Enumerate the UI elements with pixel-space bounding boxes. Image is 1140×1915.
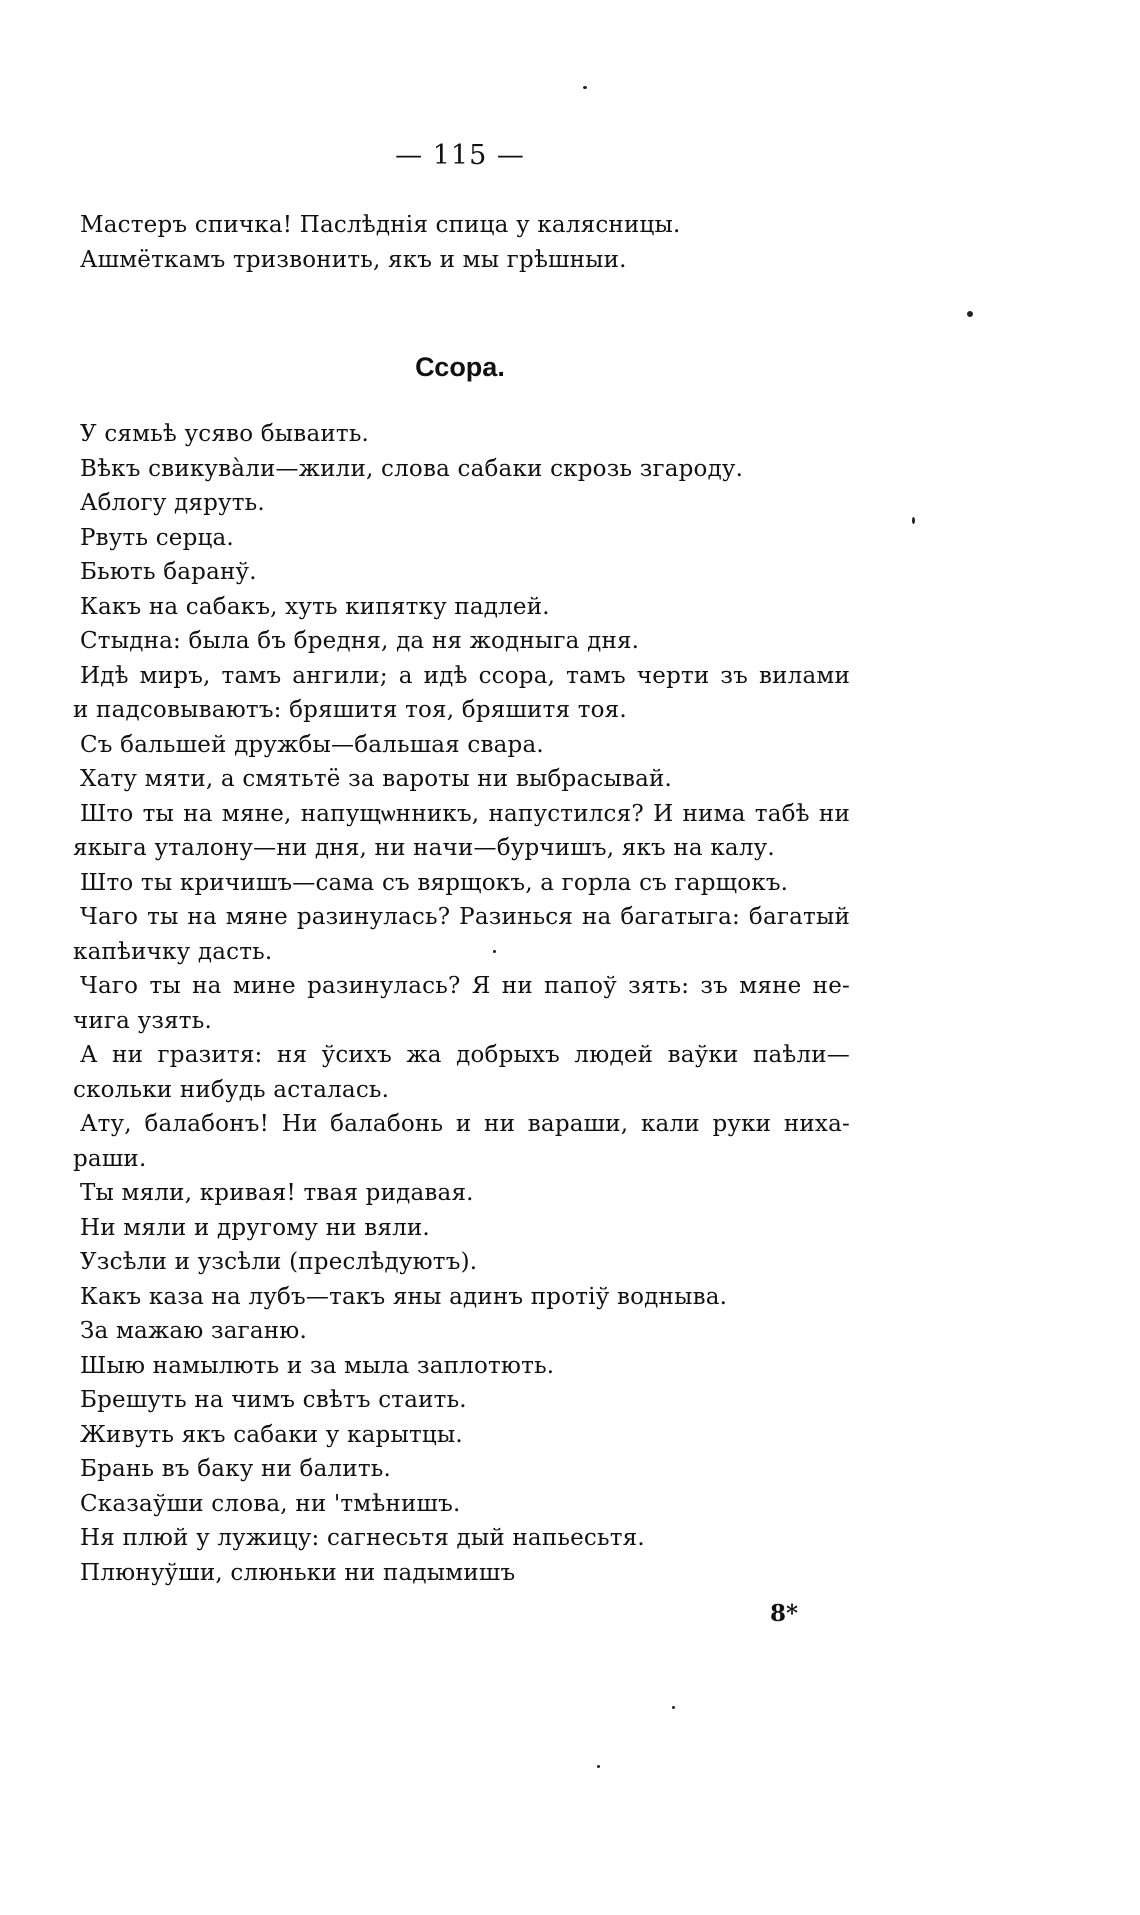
text-line: Плюнуўши, слюньки ни падымишъ (80, 1559, 516, 1586)
text-line: Аблогу дяруть. (80, 490, 265, 516)
text-line: У сямьѣ усяво бываить. (80, 421, 370, 447)
text-line: якыга уталону—ни дня, ни начи—бурчишъ, якъ на калу. (73, 835, 775, 861)
print-speck (672, 1706, 675, 1709)
section-title: Ссора. (415, 352, 505, 382)
text-line: Сказаўши слова, ни 'тмѣнишъ. (80, 1490, 461, 1517)
text-line: Шыю намылють и за мыла заплотють. (80, 1352, 555, 1379)
text-line: Бьють баранў. (80, 559, 257, 585)
text-line: скольки нибудь асталась. (73, 1076, 390, 1103)
text-line: Што ты кричишъ—сама съ вярщокъ, а горла съ гарщокъ. (80, 869, 789, 896)
print-speck (597, 1765, 600, 1768)
text-line: Брань въ баку ни балить. (80, 1456, 391, 1482)
text-line: капѣичку дасть. (73, 938, 273, 965)
text-line: Ату, балабонъ! Ни балабонь и ни вараши, кали руки нихa- (80, 1111, 850, 1137)
text-line: Ня плюй у лужицу: сагнесьтя дый напьесьтя. (80, 1525, 645, 1551)
text-line: Ни мяли и другому ни вяли. (80, 1214, 430, 1241)
text-line: Чаго ты на мяне разинулась? Разинься на багатыга: багатый (80, 904, 850, 930)
text-line: Чаго ты на мине разинулась? Я ни папоў зять: зъ мяне не- (80, 973, 850, 999)
text-line: Хату мяти, а смятьтё за вароты ни выбрасывай. (80, 766, 673, 792)
proverbs-text (73, 417, 860, 1590)
text-line: раши. (73, 1145, 147, 1172)
text-line: и падсовываютъ: бряшитя тоя, бряшитя тоя. (73, 697, 627, 723)
text-line: Съ бальшей дружбы—бальшая свара. (80, 731, 544, 758)
text-line: А ни гразитя: ня ўсихъ жа добрыхъ людей ваўки паѣли— (80, 1042, 850, 1068)
text-line: чига узять. (73, 1007, 212, 1034)
print-speck (583, 86, 587, 89)
text-line: Идѣ миръ, тамъ ангили; а идѣ ссора, тамъ черти зъ вилами (80, 662, 850, 689)
text-line: За мажаю заганю. (80, 1318, 308, 1344)
text-line: Брешуть на чимъ свѣтъ стаить. (80, 1387, 467, 1413)
text-line: Узсѣли и узсѣли (преслѣдуютъ). (80, 1249, 478, 1275)
text-line: Рвуть серца. (80, 524, 234, 551)
print-speck (967, 311, 973, 317)
text-line: Какъ каза на лубъ—такъ яны адинъ протіў водныва. (80, 1283, 728, 1310)
signature-mark: 8* (770, 1600, 799, 1627)
text-line: Живуть якъ сабаки у карытцы. (80, 1421, 463, 1448)
text-line: Ашмёткамъ тризвонить, якъ и мы грѣшныи. (80, 246, 627, 273)
text-line: Какъ на сабакъ, хуть кипятку падлей. (80, 593, 550, 620)
text-line: Ты мяли, кривая! твая ридавая. (80, 1180, 474, 1206)
text-line: Стыдна: была бъ бредня, да ня жодныга дня. (80, 628, 640, 654)
print-speck (493, 950, 496, 953)
text-line: Мастеръ спичка! Паслѣднія спица у калясницы. (80, 212, 681, 238)
text-line: Вѣкъ свикувàли—жили, слова сабаки скрозь згароду. (80, 455, 744, 482)
intro-text (80, 208, 860, 277)
print-speck (912, 517, 915, 524)
text-line: Што ты на мяне, напущѡнникъ, напустился? И нима табѣ ни (80, 800, 850, 827)
page-number: — 115 — (395, 140, 525, 171)
